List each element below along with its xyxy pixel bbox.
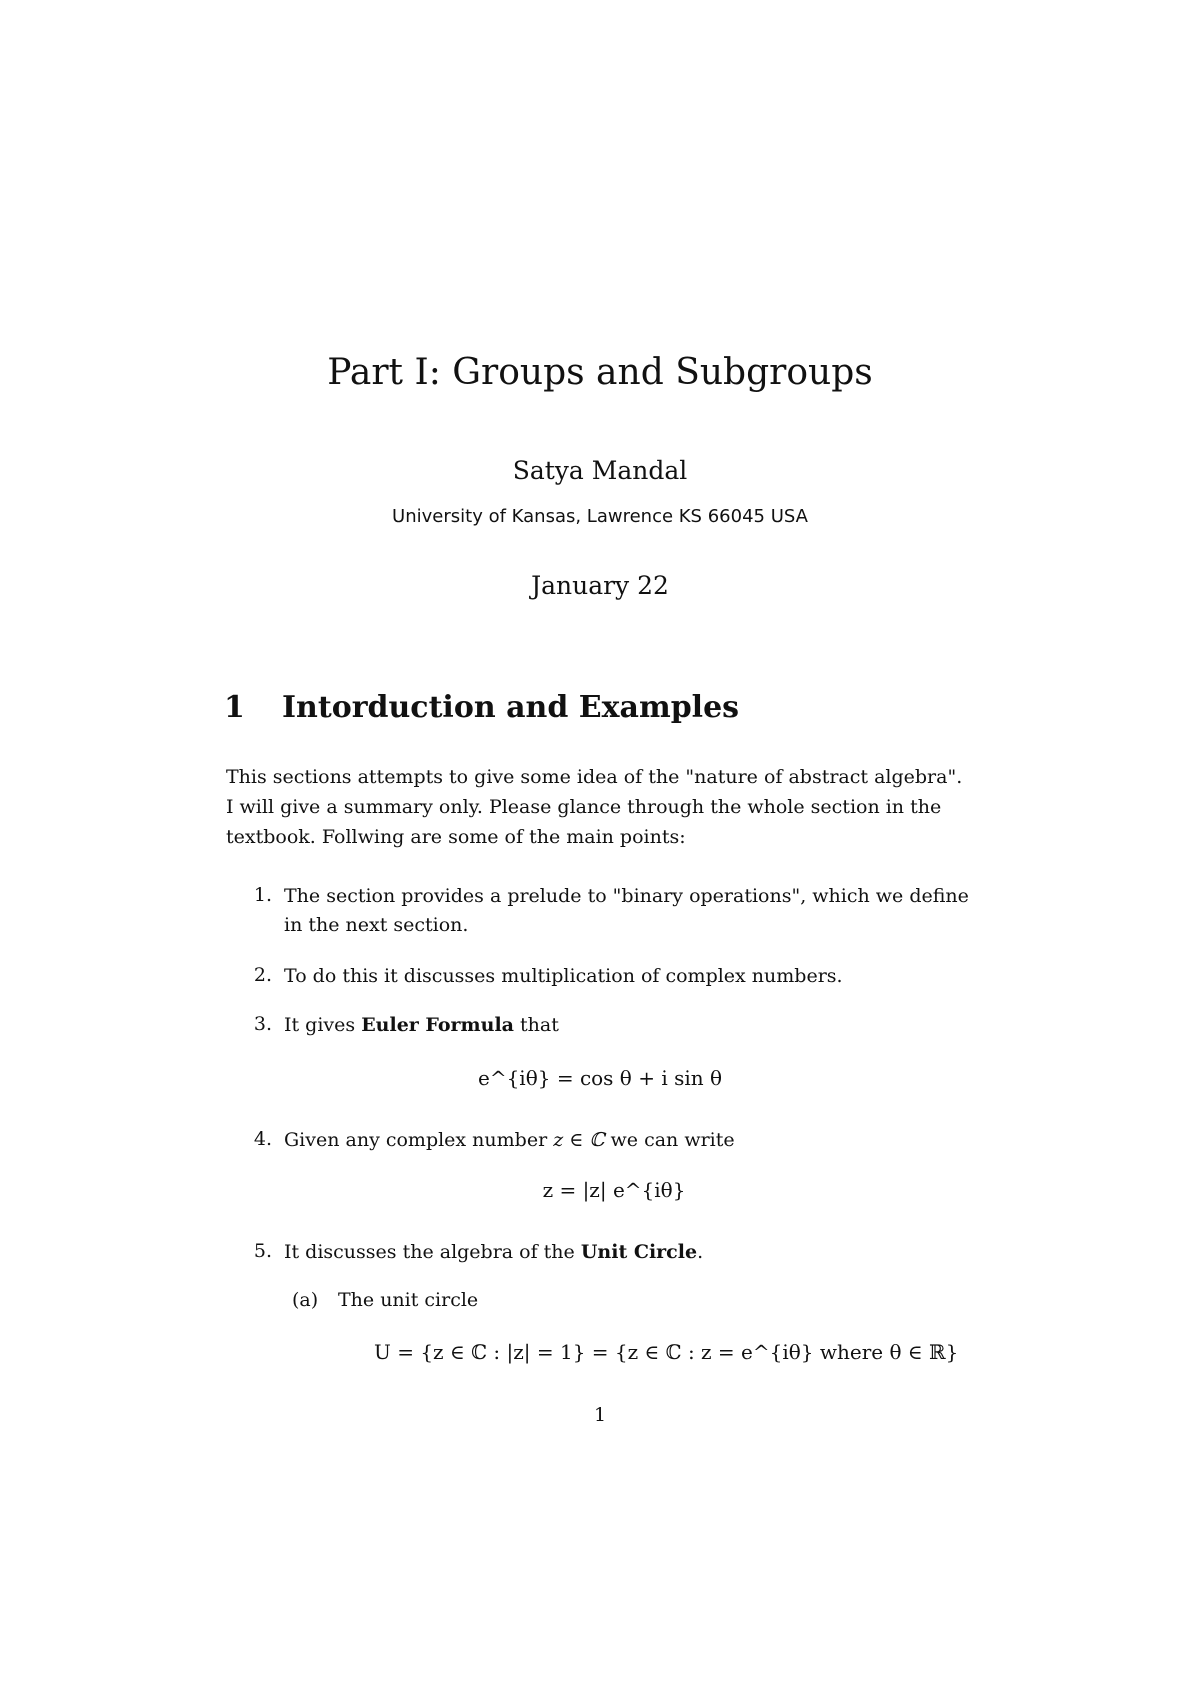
list-item-line: The section provides a prelude to "binary operations", which we define <box>284 885 969 907</box>
euler-formula <box>0 1066 1200 1090</box>
intro-line: textbook. Follwing are some of the main points: <box>226 826 686 848</box>
formula-text: z = |z| e^{iθ} <box>542 1178 686 1202</box>
intro-paragraph <box>226 762 1016 852</box>
author-name: Satya Mandal <box>512 456 688 485</box>
list-item-number: 3. <box>253 1013 272 1035</box>
intro-line: This sections attempts to give some idea of the "nature of abstract algebra". <box>226 766 963 788</box>
intro-line: I will give a summary only. Please glance through the whole section in the <box>226 796 942 818</box>
list-item-line: in the next section. <box>284 914 469 936</box>
list-item-post: that <box>514 1014 559 1036</box>
unit-circle-formula <box>374 1340 958 1364</box>
page-title: Part I: Groups and Subgroups <box>327 352 873 393</box>
list-item-text: To do this it discusses multiplication of complex numbers. <box>284 965 843 987</box>
list-item-number: 2. <box>253 964 272 986</box>
list-item-pre: It gives <box>284 1014 362 1036</box>
euler-formula-term: Euler Formula <box>361 1014 514 1036</box>
sub-item-label: (a) <box>292 1289 319 1311</box>
author-affiliation: University of Kansas, Lawrence KS 66045 USA <box>392 506 808 527</box>
list-item-text <box>284 1238 703 1267</box>
list-item-text <box>284 882 969 940</box>
polar-form-formula <box>14 1178 1200 1202</box>
list-item-number: 5. <box>253 1240 272 1262</box>
list-item-text <box>284 1011 559 1040</box>
page-number: 1 <box>593 1404 607 1426</box>
list-item-number: 1. <box>253 884 272 906</box>
list-item-pre: Given any complex number <box>284 1129 554 1151</box>
list-item-pre: It discusses the algebra of the <box>284 1241 581 1263</box>
inline-math: z ∈ ℂ <box>553 1129 605 1151</box>
list-item-text <box>284 1126 735 1155</box>
list-item-post: we can write <box>604 1129 735 1151</box>
document-date: January 22 <box>531 571 669 600</box>
section-number: 1 <box>224 690 245 725</box>
formula-text: e^{iθ} = cos θ + i sin θ <box>477 1066 723 1090</box>
unit-circle-term: Unit Circle <box>580 1241 698 1263</box>
section-title: Intorduction and Examples <box>282 690 740 725</box>
formula-text: U = {z ∈ ℂ : |z| = 1} = {z ∈ ℂ : z = e^{iθ} where θ ∈ ℝ} <box>374 1340 959 1364</box>
sub-item-text: The unit circle <box>338 1289 479 1311</box>
list-item-post: . <box>697 1241 704 1263</box>
list-item-number: 4. <box>253 1128 272 1150</box>
